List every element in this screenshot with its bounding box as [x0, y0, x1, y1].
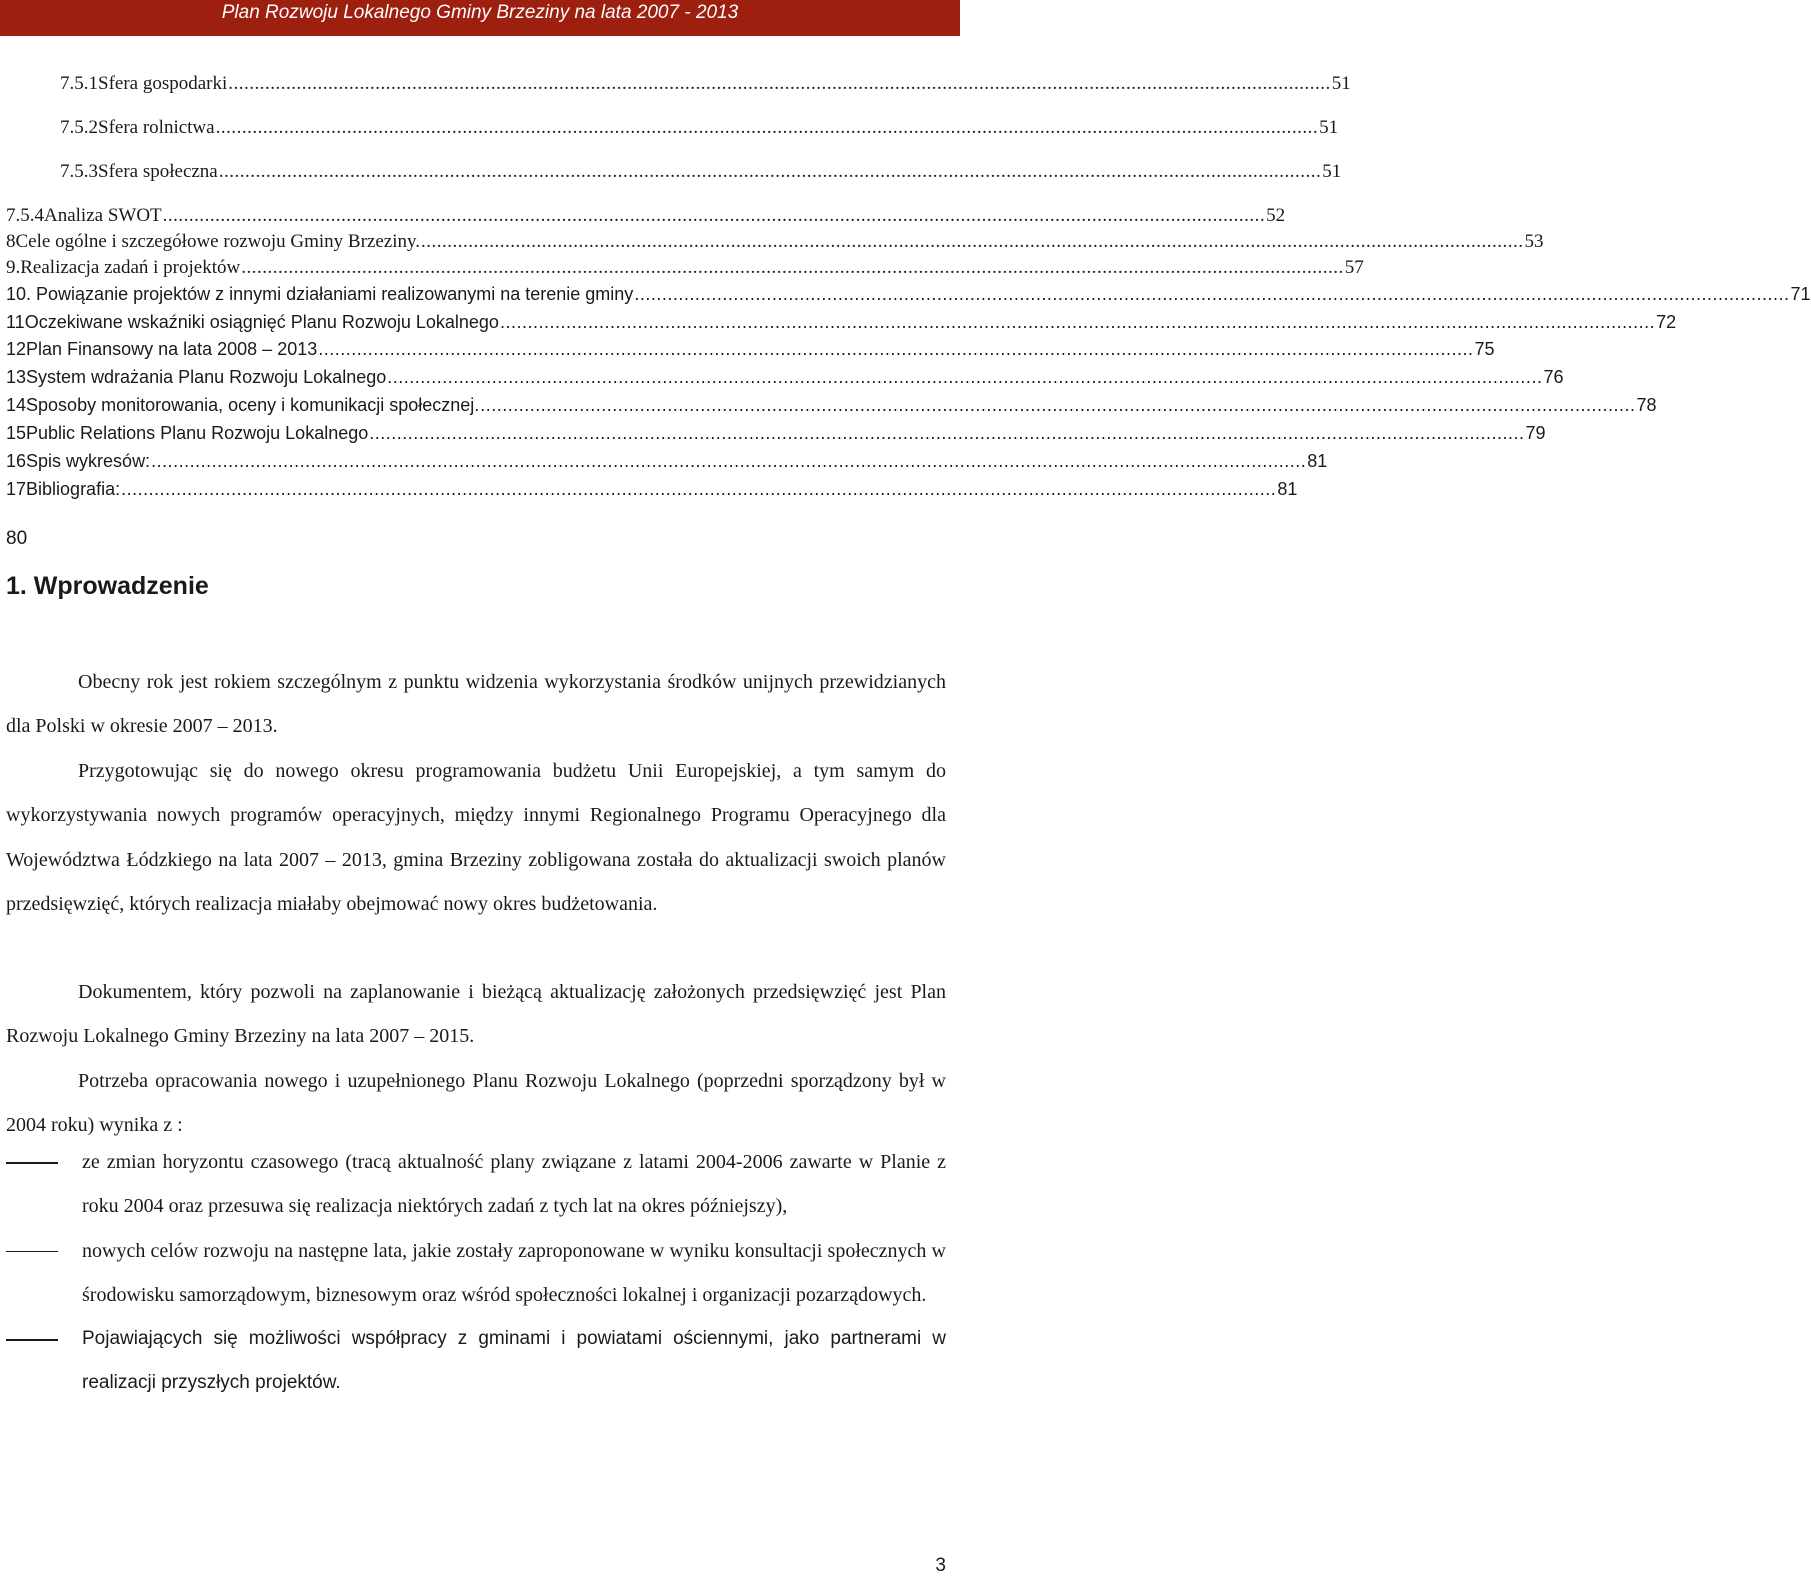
toc-leader-dots: ..................................................................................................................................................................................................................	[218, 161, 1322, 182]
toc-entry[interactable]	[6, 451, 1328, 479]
toc-entry-title: Sfera rolnictwa	[98, 117, 215, 138]
toc-entry-page: 79	[1525, 423, 1546, 443]
toc-leader-dots: ..................................................................................................................................................................................................................	[480, 395, 1636, 415]
toc-leader-dots: ..................................................................................................................................................................................................................	[318, 339, 1474, 359]
list-item-text: nowych celów rozwoju na następne lata, jakie zostały zaproponowane w wyniku konsultacji społecznych w środowisku samorządowym, biznesowym oraz wśród społeczności lokalnej i organizacji pozarządowych.	[82, 1239, 946, 1306]
toc-entry-title: . Powiązanie projektów z innymi działaniami realizowanymi na terenie gminy	[26, 284, 634, 304]
paragraph: Przygotowując się do nowego okresu programowania budżetu Unii Europejskiej, a tym samym do wykorzystywania nowych programów operacyjnych, między innymi Regionalnego Programu Operacyjnego dla Województwa Łódzkiego na lata 2007 – 2013, gmina Brzeziny zobligowana została do aktualizacji swoich planów przedsięwzięć, których realizacja miałaby obejmować nowy okres budżetowania.	[6, 760, 946, 915]
toc-entry-number: 10	[6, 284, 27, 304]
toc-leader-dots: ..................................................................................................................................................................................................................	[151, 451, 1307, 471]
toc-entry-number: 15	[6, 423, 27, 443]
page-number: 3	[935, 1555, 946, 1576]
section-heading: 1. Wprowadzenie	[6, 572, 209, 600]
toc-entry-title: Bibliografia:	[26, 479, 121, 499]
document-header	[0, 0, 960, 36]
toc-entry-number: 12	[6, 339, 27, 359]
toc-entry-title: Sfera gospodarki	[98, 73, 228, 94]
toc-entry-page: 53	[1524, 231, 1544, 252]
toc-leader-dots: ..................................................................................................................................................................................................................	[369, 423, 1525, 443]
toc-entry-number: 7.5.1	[60, 73, 98, 94]
toc-entry-number: 8	[6, 231, 16, 252]
toc-entry-number: 7.5.3	[60, 161, 98, 182]
toc-entry-title: System wdrażania Planu Rozwoju Lokalnego	[26, 367, 387, 387]
dash-bullet-icon	[6, 1251, 58, 1253]
toc-entry-page: 76	[1543, 367, 1564, 387]
toc-entry-title: Cele ogólne i szczegółowe rozwoju Gminy Brzeziny.	[15, 231, 421, 252]
toc-leader-dots: ..................................................................................................................................................................................................................	[241, 257, 1344, 278]
toc-entry-page: 75	[1474, 339, 1495, 359]
toc-leader-dots: ..................................................................................................................................................................................................................	[121, 479, 1277, 499]
toc-leader-dots: ..................................................................................................................................................................................................................	[215, 117, 1319, 138]
toc-leader-dots: ..................................................................................................................................................................................................................	[162, 205, 1266, 226]
toc-entry-number: 11	[6, 312, 25, 332]
toc-entry-number: 9.	[6, 257, 21, 278]
toc-leader-dots: ..................................................................................................................................................................................................................	[387, 367, 1543, 387]
list-item	[6, 1229, 946, 1318]
toc-entry[interactable]	[6, 339, 1495, 367]
paragraph: Potrzeba opracowania nowego i uzupełnionego Planu Rozwoju Lokalnego (poprzedni sporządzony był w 2004 roku) wynika z :	[6, 1070, 946, 1137]
toc-entry-title: Public Relations Planu Rozwoju Lokalnego	[26, 423, 369, 443]
bullet-list	[6, 1140, 946, 1406]
toc-leader-dots: ..................................................................................................................................................................................................................	[421, 231, 1524, 252]
list-item	[6, 1317, 946, 1406]
toc-entry[interactable]	[6, 231, 1544, 259]
toc-entry-page: 51	[1331, 73, 1351, 94]
toc-entry-number: 17	[6, 479, 27, 499]
toc-leader-dots: ..................................................................................................................................................................................................................	[499, 312, 1656, 332]
toc-leader-dots: ..................................................................................................................................................................................................................	[634, 284, 1790, 304]
toc-entry[interactable]	[6, 205, 1286, 233]
toc-entry[interactable]	[6, 423, 1546, 451]
toc-entry[interactable]	[6, 395, 1657, 423]
dash-bullet-icon	[6, 1339, 58, 1341]
toc-leader-dots: ..................................................................................................................................................................................................................	[228, 73, 1331, 94]
toc-entry-title: Plan Finansowy na lata 2008 – 2013	[26, 339, 318, 359]
toc-entry-page: 72	[1656, 312, 1677, 332]
document-header-title: Plan Rozwoju Lokalnego Gminy Brzeziny na lata 2007 - 2013	[221, 2, 739, 23]
toc-entry-title: Realizacja zadań i projektów	[20, 257, 241, 278]
dash-bullet-icon	[6, 1162, 58, 1164]
toc-entry[interactable]	[6, 284, 1811, 312]
toc-entry[interactable]	[60, 161, 1342, 189]
toc-entry[interactable]	[60, 73, 1351, 101]
toc-entry[interactable]	[6, 479, 1298, 507]
list-item	[6, 1140, 946, 1229]
toc-entry-title: Spis wykresów:	[26, 451, 151, 471]
toc-entry-page: 78	[1636, 395, 1657, 415]
toc-entry[interactable]	[6, 257, 1364, 285]
toc-entry-number: 14	[6, 395, 27, 415]
toc-entry[interactable]	[6, 367, 1564, 395]
toc-entry-number: 7.5.4	[6, 205, 44, 226]
toc-entry-title: Sfera społeczna	[98, 161, 218, 182]
toc-entry-page: 52	[1266, 205, 1286, 226]
toc-stray-number: 80	[6, 528, 28, 549]
toc-entry-title: Analiza SWOT	[44, 205, 162, 226]
toc-entry-title: Sposoby monitorowania, oceny i komunikacji społecznej.	[26, 395, 480, 415]
toc-entry-page: 81	[1277, 479, 1298, 499]
list-item-text: ze zmian horyzontu czasowego (tracą aktualność plany związane z latami 2004-2006 zawarte w Planie z roku 2004 oraz przesuwa się realizacja niektórych zadań z tych lat na okres późniejszy),	[82, 1151, 946, 1218]
toc-entry-number: 13	[6, 367, 27, 387]
toc-entry-page: 81	[1307, 451, 1328, 471]
list-item-text: Pojawiających się możliwości współpracy z gminami i powiatami ościennymi, jako partnerami w realizacji przyszłych projektów.	[82, 1328, 946, 1394]
toc-entry[interactable]	[6, 312, 1677, 340]
toc-entry-page: 71	[1790, 284, 1811, 304]
toc-entry-number: 16	[6, 451, 27, 471]
paragraph: Dokumentem, który pozwoli na zaplanowanie i bieżącą aktualizację założonych przedsięwzięć jest Plan Rozwoju Lokalnego Gminy Brzeziny na lata 2007 – 2015.	[6, 981, 946, 1048]
toc-entry-page: 51	[1322, 161, 1342, 182]
toc-entry-page: 57	[1344, 257, 1364, 278]
paragraph: Obecny rok jest rokiem szczególnym z punktu widzenia wykorzystania środków unijnych przewidzianych dla Polski w okresie 2007 – 2013.	[6, 671, 946, 738]
toc-entry-number: 7.5.2	[60, 117, 98, 138]
toc-entry[interactable]	[60, 117, 1339, 145]
toc-entry-title: Oczekiwane wskaźniki osiągnięć Planu Rozwoju Lokalnego	[24, 312, 499, 332]
toc-entry-page: 51	[1319, 117, 1339, 138]
